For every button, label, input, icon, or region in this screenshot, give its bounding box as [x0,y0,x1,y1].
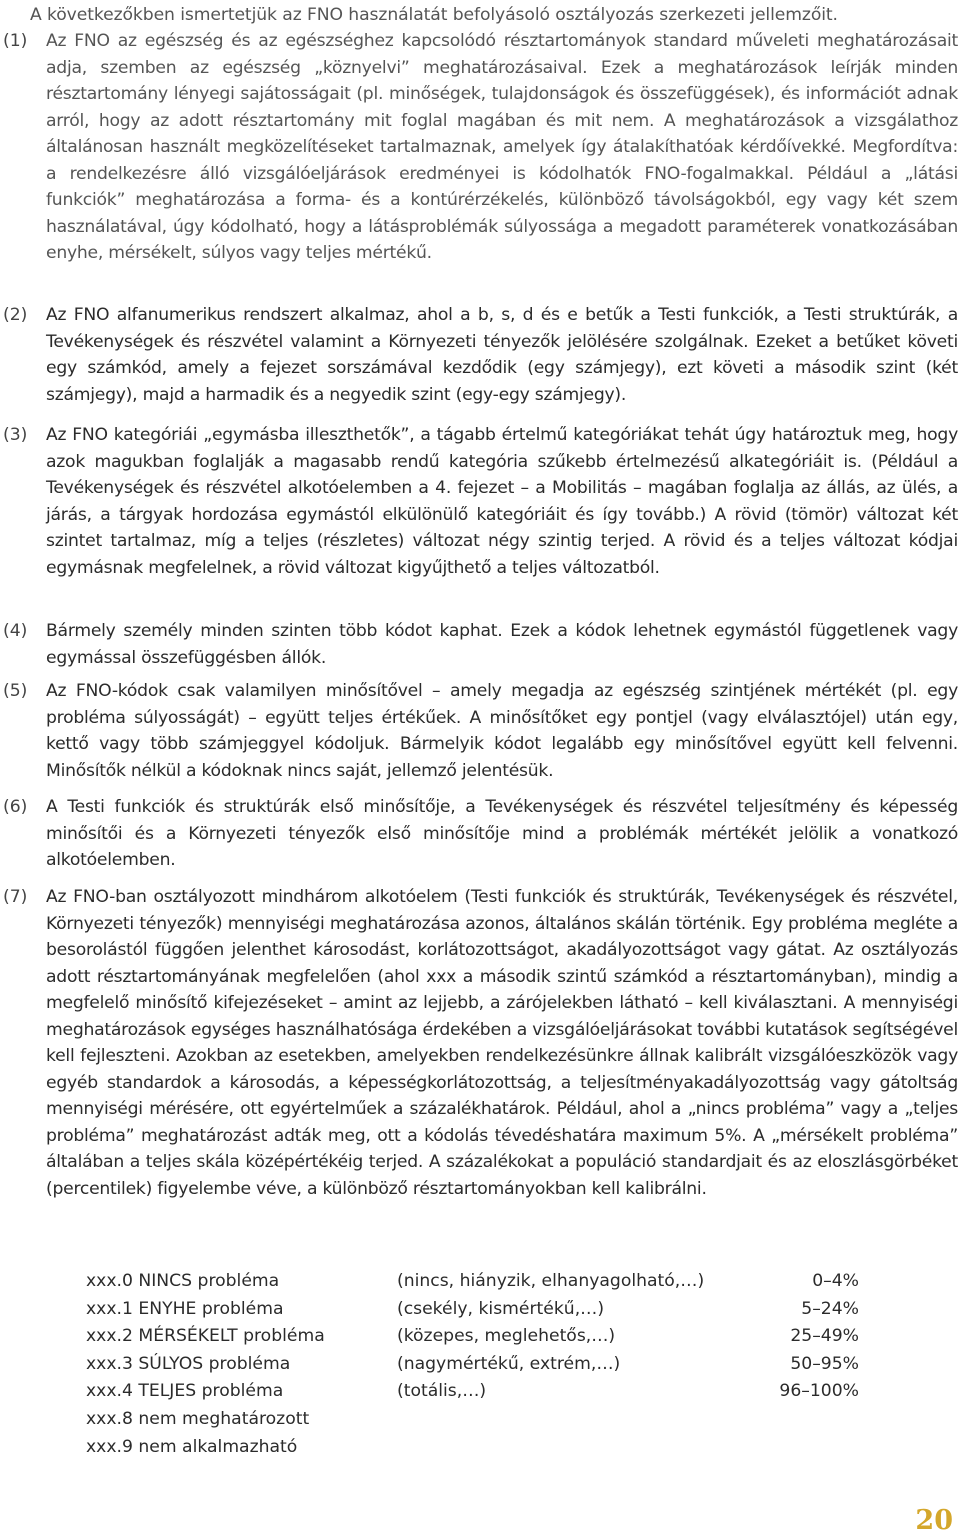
scale-percent: 5–24% [801,1298,859,1319]
scale-synonyms: (nagymértékű, extrém,…) [397,1353,621,1374]
scale-code: xxx.3 SÚLYOS probléma [86,1353,291,1374]
item-text: Az FNO-ban osztályozott mindhárom alkotóelem (Testi funkciók és struktúrák, Tevékenységek és részvétel, Környezeti tényezők) mennyiségi meghatározása azonos, általános skálán történik. Egy probléma megléte a besorolástól függően jelenthet károsodást, korlátozottságot, akadályozottságot vagy gátat. Az osztályozás adott résztartományának megfelelően (ahol xxx a második szintű számkód a résztartományban), mindig a megfelelő minősítő kifejezéseket – amint az lejjebb, a zárójelekben látható – kell kiválasztani. A mennyiségi meghatározások egységes használhatósága érdekében a vizsgálóeljárásokat további kutatások segítségével kell fejleszteni. Azokban az esetekben, amelyekben rendelkezésünkre állnak kalibrált vizsgálóeszközök vagy egyéb standardok a károsodás, a képességkorlátozottság, a teljesítményakadályozottság vagy gátoltság mennyiségi mérésére, ott egyértelműek a százalékhatárok. Például, ahol a „nincs probléma” vagy a „teljes probléma” meghatározást adták meg, ott a kódolás tévedéshatára maximum 5%. A „mérsékelt probléma” általában a teljes skála középértékéig terjed. A százalékokat a populáció standardjait és az eloszlásgörbéket (percentilek) figyelembe véve, a különböző résztartományokban kell kalibrálni. [46,887,958,1199]
intro-paragraph: A következőkben ismertetjük az FNO használatát befolyásoló osztályozás szerkezeti jellemzőit. [30,5,838,25]
item-number: (5) [3,681,28,701]
scale-row [86,1323,886,1351]
item-text: Az FNO kategóriái „egymásba illeszthetők”, a tágabb értelmű kategóriákat tehát úgy határoztuk meg, hogy azok magukban foglalják a magasabb rendű kategória szűkebb értelmezésű alkategóriáit is. (Például a Tevékenységek és részvétel alkotóelemben a 4. fejezet – a Mobilitás – magában foglalja az állás, az ülés, a járás, a tárgyak hordozása egymástól elkülönülő kategóriáit és így tovább.) A rövid (tömör) változat két szintet tartalmaz, míg a teljes (részletes) változat négy szintig terjed. A rövid és a teljes változat kódjai egymásnak megfelelnek, a rövid változat kigyűjthető a teljes változatból. [46,425,958,578]
scale-row [86,1268,886,1296]
scale-row [86,1351,886,1379]
item-text: Bármely személy minden szinten több kódot kaphat. Ezek a kódok lehetnek egymástól függetlenek vagy egymással összefüggésben állók. [46,621,958,668]
scale-synonyms: (csekély, kismértékű,…) [397,1298,605,1319]
scale-code: xxx.9 nem alkalmazható [86,1436,298,1457]
item-number: (1) [3,31,28,51]
item-text: Az FNO-kódok csak valamilyen minősítővel – amely megadja az egészség szintjének mértékét (pl. egy probléma súlyosságát) – együtt teljes értékűek. A minősítőket egy pontjel (vagy elválasztójel) után egy, kettő vagy több számjeggyel kódoljuk. Bármelyik kódot legalább egy minősítővel együtt kell felvenni. Minősítők nélkül a kódoknak nincs saját, jellemző jelentésük. [46,681,958,781]
scale-row [86,1434,886,1462]
item-number: (7) [3,887,28,907]
item-text: Az FNO az egészség és az egészséghez kapcsolódó résztartományok standard műveleti meghatározásait adja, szemben az egészség „köznyelvi” meghatározásaival. Ezek a meghatározások leírják minden résztartomány lényegi sajátosságait (pl. minőségek, tulajdonságok és összefüggések), és információt adnak arról, hogy az adott résztartomány mit foglal magában és mit nem. A meghatározások a vizsgálathoz általánosan használt megközelítéseket tartalmaznak, amelyek így átalakíthatóak kérdőívekké. Megfordítva: a rendelkezésre álló vizsgálóeljárások eredményei is kódolhatók FNO-fogalmakkal. Például a „látási funkciók” meghatározása a forma- és a kontúrérzékelés, különböző távolságokból, egy vagy két szem használatával, úgy kódolható, hogy a látásproblémák súlyossága a megadott paraméterek vonatkozásában enyhe, mérsékelt, súlyos vagy teljes mértékű. [46,31,958,263]
scale-percent: 50–95% [790,1353,859,1374]
scale-percent: 96–100% [779,1381,859,1402]
item-number: (6) [3,797,28,817]
scale-code: xxx.1 ENYHE probléma [86,1298,284,1319]
qualifier-scale-table [86,1268,886,1461]
item-number: (4) [3,621,28,641]
scale-code: xxx.2 MÉRSÉKELT probléma [86,1326,325,1347]
scale-code: xxx.8 nem meghatározott [86,1408,310,1429]
scale-percent: 25–49% [790,1326,859,1347]
scale-code: xxx.4 TELJES probléma [86,1381,284,1402]
item-text: A Testi funkciók és struktúrák első minősítője, a Tevékenységek és részvétel teljesítmény és képesség minősítői és a Környezeti tényezők első minősítője mind a problémák mértékét jelölik a vonatkozó alkotóelemben. [46,797,958,870]
page-number: 20 [915,1505,953,1536]
scale-code: xxx.0 NINCS probléma [86,1271,280,1291]
scale-synonyms: (nincs, hiányzik, elhanyagolható,…) [397,1271,705,1291]
scale-percent: 0–4% [812,1271,859,1291]
scale-row [86,1406,886,1434]
scale-row [86,1378,886,1406]
item-number: (2) [3,305,28,325]
scale-synonyms: (közepes, meglehetős,…) [397,1326,616,1347]
item-number: (3) [3,425,28,445]
scale-synonyms: (totális,…) [397,1381,487,1402]
scale-row [86,1296,886,1324]
item-text: Az FNO alfanumerikus rendszert alkalmaz, ahol a b, s, d és e betűk a Testi funkciók, a Testi struktúrák, a Tevékenységek és részvétel valamint a Környezeti tényezők jelölésére szolgálnak. Ezeket a betűket követi egy számkód, amely a fejezet sorszámával kezdődik (egy számjegy), ezt követi a második szint (két számjegy), majd a harmadik és a negyedik szint (egy-egy számjegy). [46,305,958,405]
